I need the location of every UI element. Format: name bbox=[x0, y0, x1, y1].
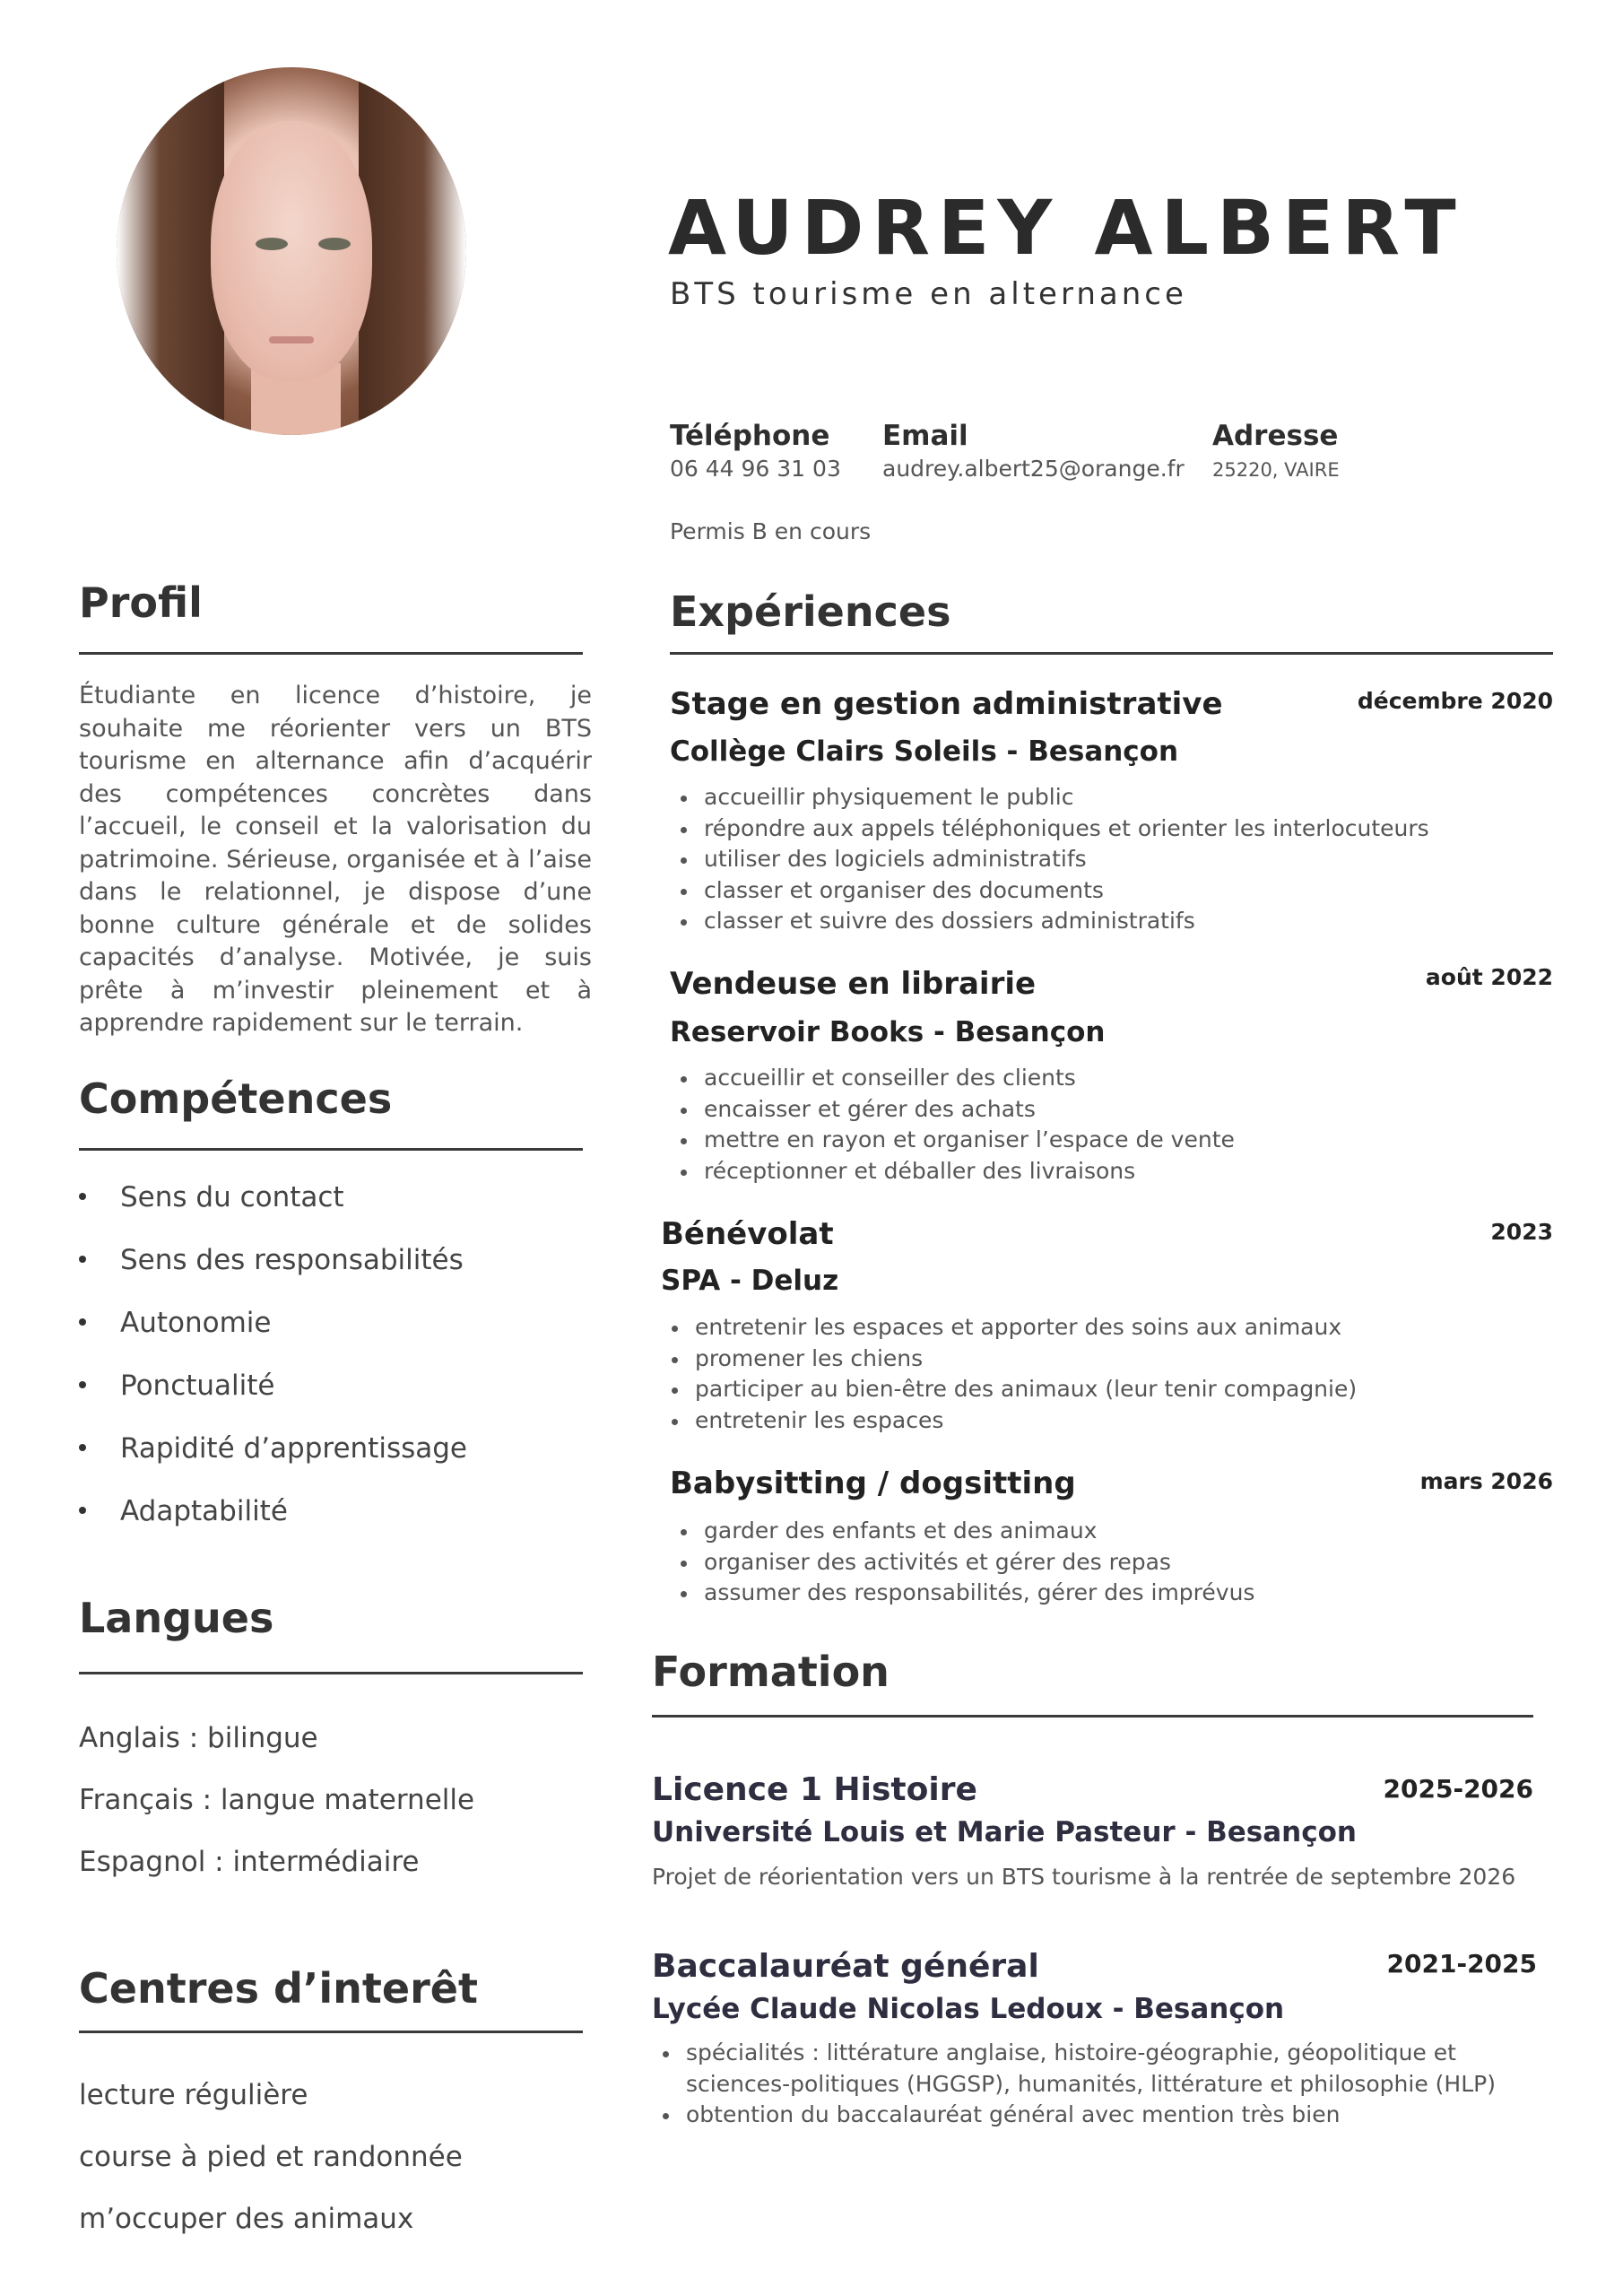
skills-divider bbox=[79, 1148, 583, 1151]
job-title: Vendeuse en librairie bbox=[670, 966, 1037, 1002]
list-item: m’occuper des animaux bbox=[79, 2203, 414, 2235]
license-info: Permis B en cours bbox=[670, 518, 872, 544]
education-note: Projet de réorientation vers un BTS tourisme à la rentrée de septembre 2026 bbox=[652, 1864, 1516, 1890]
list-item: encaisser et gérer des achats bbox=[670, 1094, 1235, 1126]
list-item: Espagnol : intermédiaire bbox=[79, 1846, 420, 1878]
education-title: Formation bbox=[652, 1648, 890, 1696]
job-title: Bénévolat bbox=[661, 1216, 834, 1252]
education-org: Université Louis et Marie Pasteur - Besançon bbox=[652, 1816, 1357, 1848]
experiences-title: Expériences bbox=[670, 587, 951, 636]
interests-divider bbox=[79, 2031, 583, 2033]
job-org: Collège Clairs Soleils - Besançon bbox=[670, 735, 1179, 768]
profile-photo bbox=[117, 67, 466, 435]
job-tasks bbox=[670, 1063, 1235, 1187]
list-item: promener les chiens bbox=[661, 1344, 1357, 1375]
interests-title: Centres d’interêt bbox=[79, 1964, 478, 2013]
languages-title: Langues bbox=[79, 1594, 274, 1642]
list-item: mettre en rayon et organiser l’espace de vente bbox=[670, 1125, 1235, 1156]
job-org: SPA - Deluz bbox=[661, 1265, 839, 1297]
list-item: Autonomie bbox=[79, 1305, 467, 1368]
job-date: 2023 bbox=[1490, 1219, 1553, 1245]
list-item: Français : langue maternelle bbox=[79, 1784, 475, 1816]
profile-divider bbox=[79, 652, 583, 655]
list-item: course à pied et randonnée bbox=[79, 2141, 463, 2173]
address-label: Adresse bbox=[1212, 420, 1339, 452]
languages-list bbox=[79, 1720, 474, 1906]
profile-title: Profil bbox=[79, 578, 203, 627]
list-item: entretenir les espaces et apporter des soins aux animaux bbox=[661, 1312, 1357, 1344]
list-item: utiliser des logiciels administratifs bbox=[670, 844, 1429, 875]
list-item: Ponctualité bbox=[79, 1368, 467, 1431]
address-value: 25220, VAIRE bbox=[1212, 459, 1340, 481]
list-item: Rapidité d’apprentissage bbox=[79, 1431, 467, 1493]
interests-list bbox=[79, 2077, 463, 2263]
list-item: Adaptabilité bbox=[79, 1493, 467, 1556]
education-title-item: Baccalauréat général bbox=[652, 1948, 1039, 1985]
skills-list bbox=[79, 1179, 467, 1556]
candidate-name: AUDREY ALBERT bbox=[668, 184, 1464, 272]
job-date: mars 2026 bbox=[1419, 1468, 1553, 1494]
list-item: classer et suivre des dossiers administratifs bbox=[670, 906, 1429, 937]
job-tasks bbox=[670, 782, 1429, 937]
list-item: réceptionner et déballer des livraisons bbox=[670, 1156, 1235, 1187]
list-item: entretenir les espaces bbox=[661, 1405, 1357, 1437]
phone-value: 06 44 96 31 03 bbox=[670, 456, 841, 482]
experiences-divider bbox=[670, 652, 1553, 655]
education-divider bbox=[652, 1715, 1533, 1718]
education-date: 2021-2025 bbox=[1386, 1949, 1537, 1979]
job-title: Stage en gestion administrative bbox=[670, 686, 1223, 722]
list-item: Sens des responsabilités bbox=[79, 1242, 467, 1305]
job-tasks bbox=[670, 1516, 1254, 1609]
job-date: août 2022 bbox=[1425, 964, 1553, 990]
list-item: spécialités : littérature anglaise, histoire-géographie, géopolitique et sciences-politiques (HGGSP), humanités, littérature et philosophie (HLP) bbox=[652, 2038, 1513, 2100]
list-item: assumer des responsabilités, gérer des imprévus bbox=[670, 1578, 1254, 1609]
list-item: Sens du contact bbox=[79, 1179, 467, 1242]
list-item: Anglais : bilingue bbox=[79, 1722, 318, 1754]
profile-text: Étudiante en licence d’histoire, je souhaite me réorienter vers un BTS tourisme en alternance afin d’acquérir des compétences concrètes dans l’accueil, le conseil et la valorisation du patrimoine. Sérieuse, organisée et à l’aise dans le relationnel, je dispose d’une bonne culture générale et de solides capacités d’analyse. Motivée, je suis prête à m’investir pleinement et à apprendre rapidement sur le terrain. bbox=[79, 682, 592, 1037]
list-item: accueillir et conseiller des clients bbox=[670, 1063, 1235, 1094]
email-label: Email bbox=[882, 420, 968, 452]
job-title: Babysitting / dogsitting bbox=[670, 1465, 1076, 1501]
candidate-subtitle: BTS tourisme en alternance bbox=[670, 276, 1187, 312]
education-date: 2025-2026 bbox=[1383, 1774, 1533, 1804]
job-date: décembre 2020 bbox=[1357, 688, 1553, 714]
list-item: organiser des activités et gérer des repas bbox=[670, 1547, 1254, 1578]
job-tasks bbox=[661, 1312, 1357, 1436]
list-item: accueillir physiquement le public bbox=[670, 782, 1429, 813]
education-title-item: Licence 1 Histoire bbox=[652, 1771, 977, 1808]
list-item: participer au bien-être des animaux (leur tenir compagnie) bbox=[661, 1374, 1357, 1405]
job-org: Reservoir Books - Besançon bbox=[670, 1016, 1106, 1048]
education-points bbox=[652, 2038, 1513, 2131]
skills-title: Compétences bbox=[79, 1074, 393, 1123]
list-item: répondre aux appels téléphoniques et orienter les interlocuteurs bbox=[670, 813, 1429, 845]
list-item: lecture régulière bbox=[79, 2079, 308, 2111]
list-item: classer et organiser des documents bbox=[670, 875, 1429, 907]
list-item: garder des enfants et des animaux bbox=[670, 1516, 1254, 1547]
education-org: Lycée Claude Nicolas Ledoux - Besançon bbox=[652, 1993, 1285, 2025]
list-item: obtention du baccalauréat général avec mention très bien bbox=[652, 2100, 1513, 2131]
email-value[interactable]: audrey.albert25@orange.fr bbox=[882, 456, 1185, 482]
phone-label: Téléphone bbox=[670, 420, 830, 452]
languages-divider bbox=[79, 1672, 583, 1674]
